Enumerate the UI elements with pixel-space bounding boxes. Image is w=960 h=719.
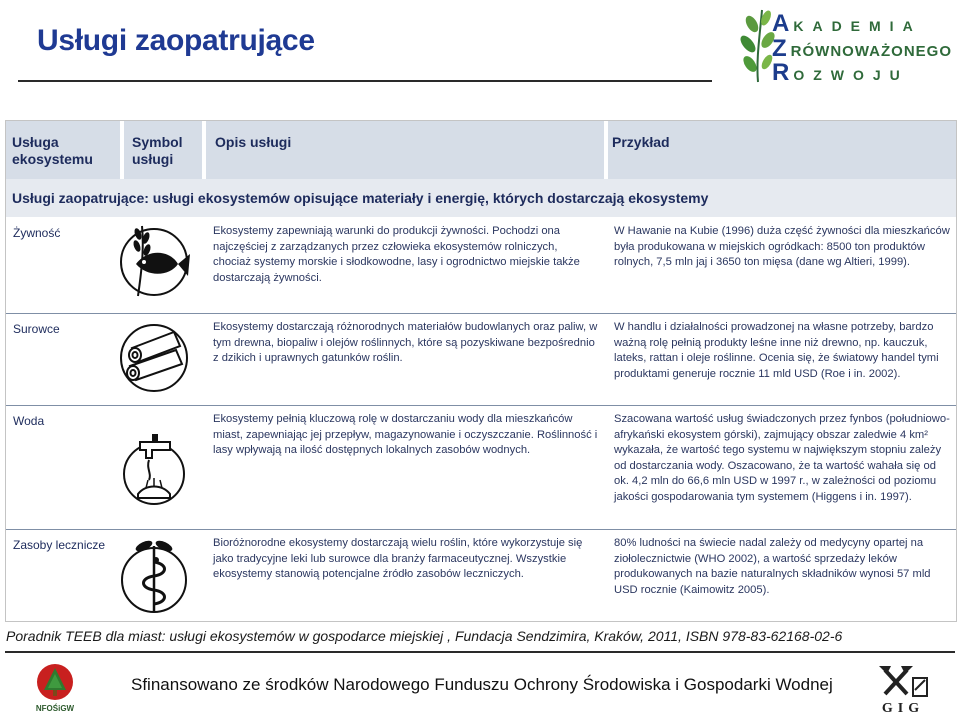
water-tap-icon xyxy=(118,428,190,508)
footer-divider xyxy=(5,651,955,653)
header-description: Opis usługi xyxy=(215,134,292,150)
title-divider xyxy=(18,80,712,82)
nfosigw-emblem-icon xyxy=(30,660,80,704)
funding-statement: Sfinansowano ze środków Narodowego Funduszu Ochrony Środowiska i Gospodarki Wodnej xyxy=(131,675,833,694)
row-example: Szacowana wartość usług świadczonych przez fynbos (południowo-afrykański ekosystem górski), zajmujący obszar zaledwie 4 km² wykazała, że wartość tego systemu w największym stopniu zależy od dostarczania wody. Oszacowano, że ta wartość wahała się od ok. 4,2 mln do 66,6 mln USD w 1997 r., w zależności od poziomu jakości gospodarowania tym systemem (Higgens i in. 1997). xyxy=(614,413,950,503)
fish-wheat-icon xyxy=(118,218,190,298)
row-service-name: Żywność xyxy=(13,226,61,240)
row-description: Ekosystemy zapewniają warunki do produkcji żywności. Pochodzi ona najczęściej z zarządzanych przez człowieka ekosystemów rolniczych, chociaż systemy morskie i słodkowodne, lasy i ogrodnictwo miejskie także dostarczają żywności. xyxy=(213,225,580,284)
row-service-name: Surowce xyxy=(13,322,60,336)
section-heading xyxy=(6,179,956,217)
row-service-name: Zasoby lecznicze xyxy=(13,538,106,552)
row-example: W Hawanie na Kubie (1996) duża część żywności dla mieszkańców była produkowana w miejskich ogródkach: 8500 ton produktów rolnych, 7,5 mln jaj i 3650 ton mięsa (dane wg Altieri, 1999). xyxy=(614,225,950,268)
medicinal-plant-icon xyxy=(118,536,190,616)
gig-label: GIG xyxy=(881,701,925,716)
page-title: Usługi zaopatrujące xyxy=(37,24,315,57)
header-divider xyxy=(120,121,124,179)
row-description: Bioróżnorodne ekosystemy dostarczają wielu roślin, które wykorzystuje się jako tradycyjne leki lub surowce dla branży farmaceutycznej. Wszystkie ekosystemy stanowią potencjalne źródło zasobów leczniczych. xyxy=(213,537,583,580)
section-title: Usługi zaopatrujące: usługi ekosystemów opisujące materiały i energię, których dostarczają ekosystemy xyxy=(12,190,709,206)
row-description: Ekosystemy pełnią kluczową rolę w dostarczaniu wody dla mieszkańców miast, zapewniając jej przepływ, magazynowanie i oczyszczanie. Roślinność i lasy wpływają na ilość dostępnych lokalnych zasobów wodnych. xyxy=(213,413,598,456)
akademia-logo xyxy=(738,4,952,86)
row-service-name: Woda xyxy=(13,414,45,428)
source-caption: Poradnik TEEB dla miast: usługi ekosystemów w gospodarce miejskiej , Fundacja Sendzimira, Kraków, 2011, ISBN 978-83-62168-02-6 xyxy=(6,628,843,644)
logo-row-akademia: AKADEMIA xyxy=(772,10,922,37)
row-description: Ekosystemy dostarczają różnorodnych materiałów budowlanych oraz paliw, w tym drewna, biopaliw i olejów roślinnych, które są pozyskiwane bezpośrednio z dzikich i uprawnych gatunków roślin. xyxy=(213,321,598,364)
header-example: Przykład xyxy=(612,134,670,150)
logo-row-zrownowazonego: ZRÓWNOWAŻONEGO xyxy=(772,35,952,62)
table-row xyxy=(6,218,956,313)
gig-logo xyxy=(873,660,933,716)
logo-row-rozwoju: ROZWOJU xyxy=(772,59,909,86)
header-divider xyxy=(202,121,206,179)
nfosigw-logo xyxy=(30,660,80,716)
header-service: Usługa ekosystemu xyxy=(12,134,93,167)
logs-icon xyxy=(118,318,190,398)
nfosigw-label: NFOŚiGW xyxy=(35,704,75,713)
row-example: 80% ludności na świecie nadal zależy od medycyny opartej na ziołolecznictwie (WHO 2002), a wartość sprzedaży leków produkowanych na bazie naturalnych składników wynosi 57 mld USD rocznie (Kaimowitz 2005). xyxy=(614,537,931,596)
mining-tools-icon xyxy=(873,660,933,700)
table-row xyxy=(6,405,956,530)
table-header xyxy=(6,121,956,179)
ecosystem-services-table xyxy=(5,120,957,622)
table-row xyxy=(6,313,956,406)
row-example: W handlu i działalności prowadzonej na własne potrzeby, bardzo ważną rolę pełnią produkty leśne inne niż drewno, np. kauczuk, lateks, rattan i oleje roślinne. Ocenia się, że światowy handel tymi produktami generuje rocznie 11 mld USD (Roe i in. 2002). xyxy=(614,321,939,380)
header-symbol: Symbol usługi xyxy=(132,134,183,167)
table-row xyxy=(6,529,956,622)
header-divider xyxy=(604,121,608,179)
